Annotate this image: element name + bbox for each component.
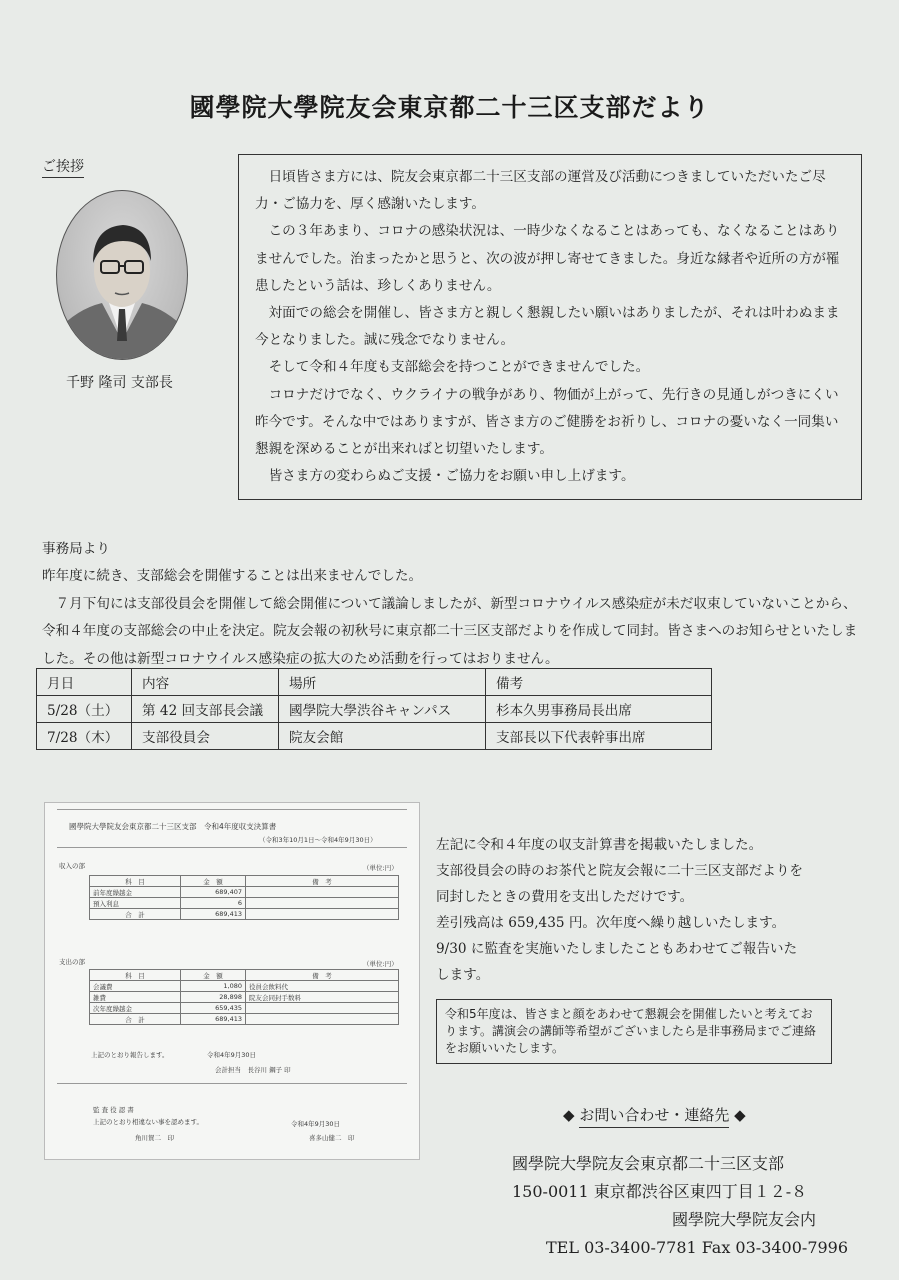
budget-report-text [436,832,856,988]
table-cell: 5/28（土） [37,696,132,723]
portrait-caption: 千野 隆司 支部長 [66,375,173,391]
table-cell: 6 [181,898,246,909]
budget-period: （令和3年10月1日～令和4年9月30日） [259,836,377,844]
office-text: 昨年度に続き、支部総会を開催することは出来ませんでした。 [42,568,423,585]
table-header: 金 額 [181,876,246,887]
greeting-label: ご挨拶 [42,156,84,178]
income-table [89,875,399,920]
greeting-message-box [238,154,862,500]
office-text: ７月下旬には支部役員会を開催して総会開催について議論しましたが、新型コロナウイルス感染症が未だ収束していないことから、令和４年度の支部総会の中止を決定。院友会報の初秋号に東京都二十三区支部だよりを作成して同封。皆さまへのお知らせといたしました。その他は新型コロナウイルス感染症の拡大のため活動を行ってはおりません。 [42,595,858,667]
report-date: 令和4年9月30日 [207,1051,257,1059]
divider [57,847,407,848]
table-cell: 689,407 [181,887,246,898]
table-row [90,981,399,992]
income-label: 収入の部 [59,862,85,870]
table-header: 備考 [486,669,712,696]
table-cell: 院友会同封手数料 [246,992,399,1003]
table-cell [246,887,399,898]
notice-box: 令和5年度は、皆さまと顔をあわせて懇親会を開催したいと考えております。講演会の講師等希望がございましたら是非事務局までご連絡をお願いいたします。 [436,999,832,1064]
table-cell: 689,413 [181,909,246,920]
diamond-icon: ◆ [734,1106,746,1124]
table-header-row [90,876,399,887]
report-line: 支部役員会の時のお茶代と院友会報に二十三区支部だよりを [436,863,804,879]
table-cell: 合 計 [90,909,181,920]
portrait-photo [56,190,188,360]
table-cell: 支部役員会 [132,723,279,750]
report-line: 9/30 に監査を実施いたしましたこともあわせてご報告いた [436,941,798,957]
table-header: 場所 [279,669,486,696]
table-cell: 7/28（木） [37,723,132,750]
table-header: 内容 [132,669,279,696]
auditor-signature: 角川賀二 印 [135,1134,174,1142]
portrait-illustration [57,191,187,359]
table-cell: 支部長以下代表幹事出席 [486,723,712,750]
table-row [37,696,712,723]
budget-title: 國學院大學院友会東京都二十三区支部 令和4年度収支決算書 [69,822,277,831]
accountant-signature: 会計担当 長谷川 鋼子 印 [215,1066,291,1074]
table-header: 金 額 [181,970,246,981]
audit-date: 令和4年9月30日 [291,1120,341,1128]
report-line: 左記に令和４年度の収支計算書を掲載いたしました。 [436,837,763,853]
table-cell: 1,080 [181,981,246,992]
report-line: 同封したときの費用を支出しただけです。 [436,889,694,905]
unit-label: （単位:円） [363,960,398,968]
contact-organization: 國學院大學院友会東京都二十三区支部 [512,1154,785,1173]
greeting-paragraph: 皆さま方の変わらぬご支援・ご協力をお願い申し上げます。 [268,468,635,485]
contact-heading [563,1104,746,1128]
expense-table [89,969,399,1025]
table-header-row [37,669,712,696]
greeting-paragraph: 日頃皆さま方には、院友会東京都二十三区支部の運営及び活動につきましていただいたご尽力・ご協力を、厚く感謝いたします。 [255,169,826,213]
greeting-paragraph: コロナだけでなく、ウクライナの戦争があり、物価が上がって、先行きの見通しがつきにくい昨今です。そんな中ではありますが、皆さま方のご健勝をお祈りし、コロナの憂いなく一同集い懇親を深めることが出来ればと切望いたします。 [255,386,839,458]
greeting-paragraph: この３年あまり、コロナの感染状況は、一時少なくなることはあっても、なくなることはありませんでした。治まったかと思うと、次の波が押し寄せてきました。身近な縁者や近所の方が罹患したという話は、珍しくありません。 [255,223,840,294]
diamond-icon: ◆ [563,1106,575,1124]
office-section [42,536,862,673]
contact-care-of: 國學院大學院友会内 [672,1210,817,1229]
divider [57,809,407,810]
office-heading: 事務局より [42,541,110,557]
table-row [90,909,399,920]
table-cell: 第 42 回支部長会議 [132,696,279,723]
report-line: 差引残高は 659,435 円。次年度へ繰り越しいたします。 [436,915,786,931]
table-cell: 659,435 [181,1003,246,1014]
table-row [37,723,712,750]
table-cell: 689,413 [181,1014,246,1025]
page-title: 國學院大學院友会東京都二十三区支部だより [189,93,710,122]
expense-label: 支出の部 [59,958,85,966]
table-header: 科 目 [90,970,181,981]
table-header-row [90,970,399,981]
report-line: します。 [436,967,490,983]
table-header: 備 考 [246,970,399,981]
table-cell: 國學院大學渋谷キャンパス [279,696,486,723]
table-cell: 雑費 [90,992,181,1003]
schedule-table [36,668,712,750]
table-row [90,1003,399,1014]
contact-phone: TEL 03-3400-7781 Fax 03-3400-7996 [546,1238,849,1257]
contact-address: 150-0011 東京都渋谷区東四丁目１２-８ [512,1182,808,1201]
table-row [90,992,399,1003]
budget-statement [44,802,420,1160]
table-cell [246,1014,399,1025]
table-cell: 前年度繰越金 [90,887,181,898]
table-header: 備 考 [246,876,399,887]
table-cell [246,909,399,920]
unit-label: （単位:円） [363,864,398,872]
table-row [90,887,399,898]
table-cell: 会議費 [90,981,181,992]
table-header: 科 目 [90,876,181,887]
table-cell [246,1003,399,1014]
table-cell: 次年度繰越金 [90,1003,181,1014]
table-cell: 杉本久男事務局長出席 [486,696,712,723]
table-cell [246,898,399,909]
divider [57,1083,407,1084]
table-row [90,1014,399,1025]
greeting-paragraph: 対面での総会を開催し、皆さま方と親しく懇親したい願いはありましたが、それは叶わぬまま今となりました。誠に残念でなりません。 [255,305,840,349]
table-row [90,898,399,909]
audit-statement: 上記のとおり相違ない事を認めます。 [93,1118,203,1126]
table-cell: 28,898 [181,992,246,1003]
auditor-signature: 喜多山健二 印 [309,1134,355,1142]
report-statement: 上記のとおり報告します。 [91,1051,169,1059]
table-cell: 合 計 [90,1014,181,1025]
greeting-paragraph: そして令和４年度も支部総会を持つことができませんでした。 [268,359,650,376]
table-header: 月日 [37,669,132,696]
table-cell: 院友会館 [279,723,486,750]
table-cell: 役員会飲料代 [246,981,399,992]
audit-title: 監 査 役 認 書 [93,1106,134,1114]
table-cell: 預入利息 [90,898,181,909]
contact-details [512,1150,848,1262]
contact-heading-text: お問い合わせ・連絡先 [579,1104,729,1128]
